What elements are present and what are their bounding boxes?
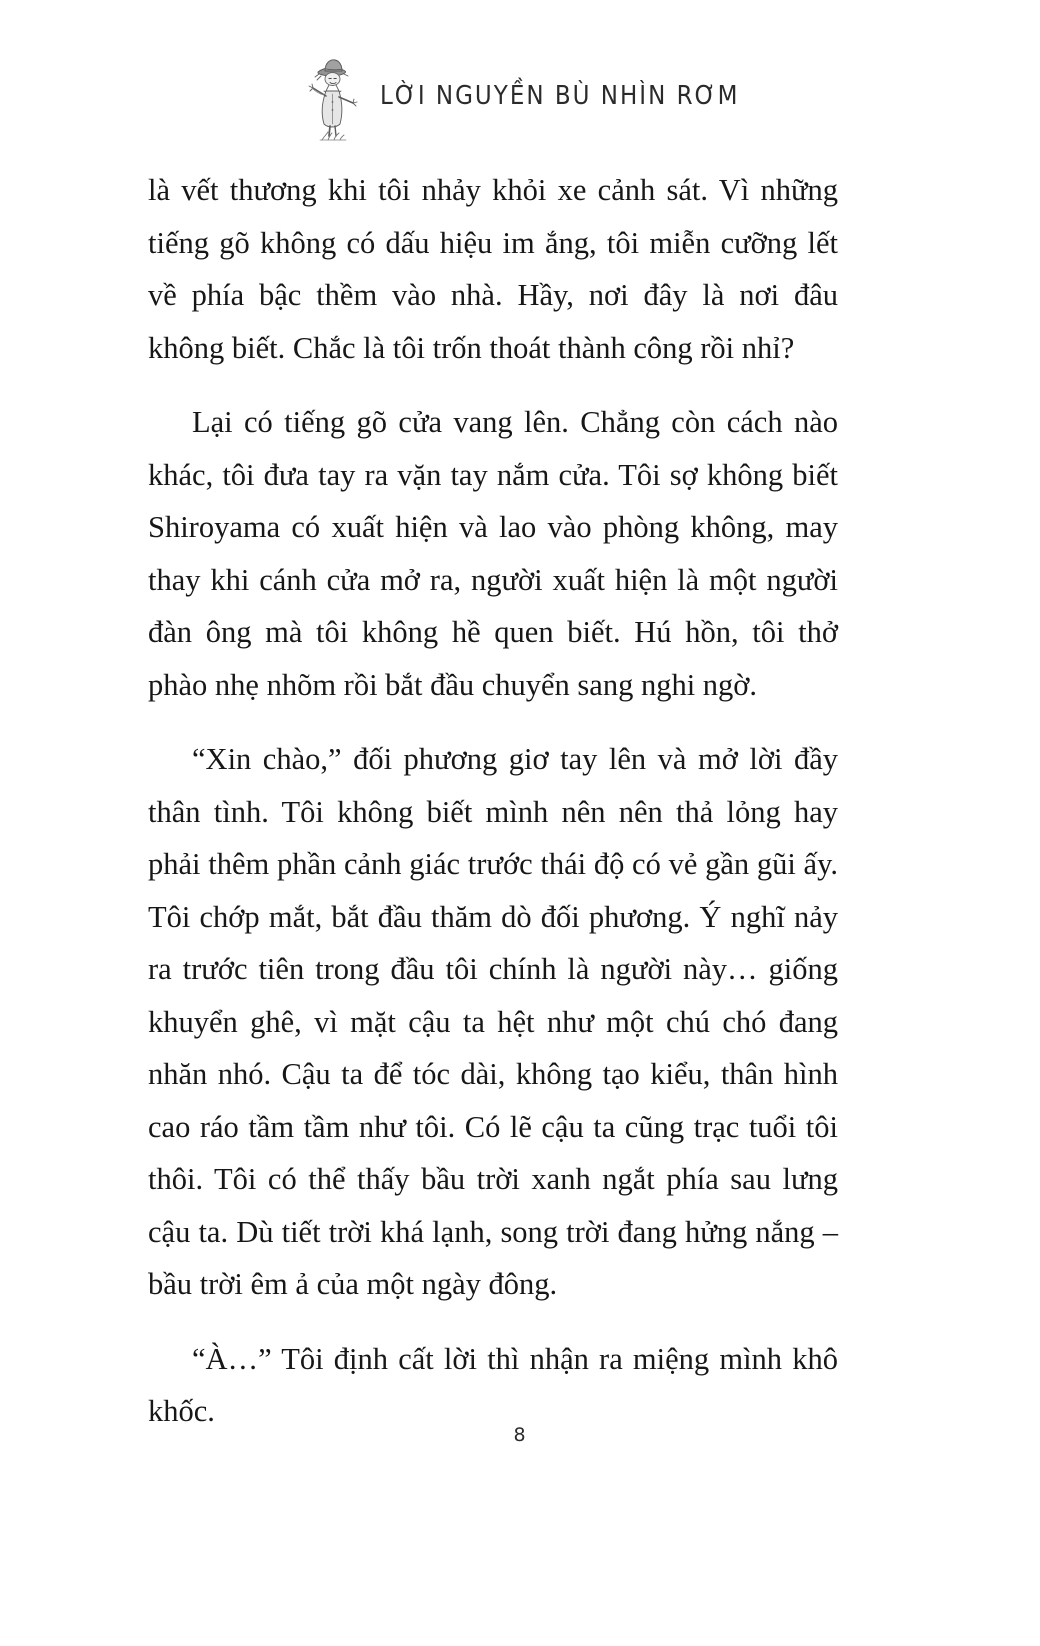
chapter-title: LỜI NGUYỀN BÙ NHÌN RƠM: [380, 81, 740, 111]
scarecrow-illustration-icon: [300, 50, 362, 142]
paragraph: Lại có tiếng gõ cửa vang lên. Chẳng còn cách nào khác, tôi đưa tay ra vặn tay nắm cửa. Tôi sợ không biết Shiroyama có xuất hiện và lao vào phòng không, may thay khi cánh cửa mở ra, người xuất hiện là một người đàn ông mà tôi không hề quen biết. Hú hồn, tôi thở phào nhẹ nhõm rồi bắt đầu chuyển sang nghi ngờ.: [148, 405, 838, 702]
paragraph: “À…” Tôi định cất lời thì nhận ra miệng mình khô khốc.: [148, 1341, 838, 1428]
paragraph: là vết thương khi tôi nhảy khỏi xe cảnh sát. Vì những tiếng gõ không có dấu hiệu im ắng, tôi miễn cưỡng lết về phía bậc thềm vào nhà. Hầy, nơi đây là nơi đâu không biết. Chắc là tôi trốn thoát thành công rồi nhỉ?: [148, 173, 838, 365]
paragraph: “Xin chào,” đối phương giơ tay lên và mở lời đầy thân tình. Tôi không biết mình nên nên thả lỏng hay phải thêm phần cảnh giác trước thái độ có vẻ gần gũi ấy. Tôi chớp mắt, bắt đầu thăm dò đối phương. Ý nghĩ nảy ra trước tiên trong đầu tôi chính là người này… giống khuyển ghê, vì mặt cậu ta hệt như một chú chó đang nhăn nhó. Cậu ta để tóc dài, không tạo kiểu, thân hình cao ráo tầm tầm như tôi. Có lẽ cậu ta cũng trạc tuổi tôi thôi. Tôi có thể thấy bầu trời xanh ngắt phía sau lưng cậu ta. Dù tiết trời khá lạnh, song trời đang hửng nắng – bầu trời êm ả của một ngày đông.: [148, 742, 838, 1301]
page-number: 8: [513, 1424, 527, 1446]
body-text: [148, 164, 838, 1460]
running-header: [300, 48, 860, 144]
